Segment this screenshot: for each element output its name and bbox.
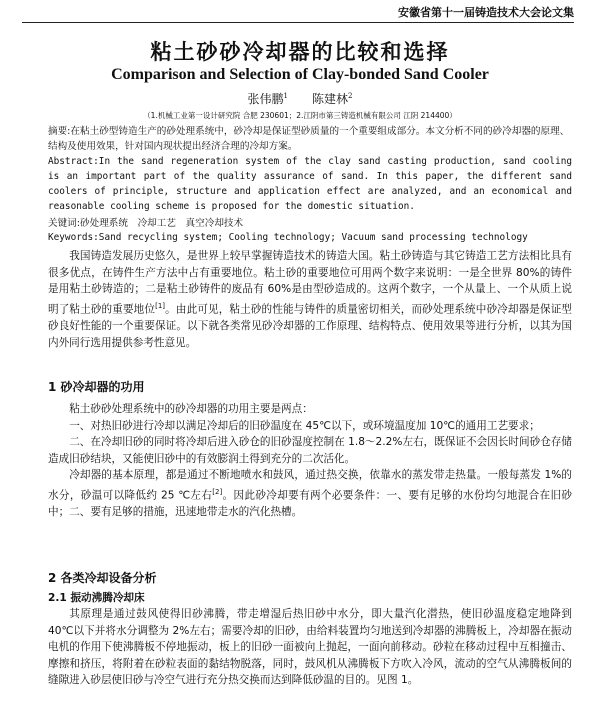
subsection-heading: 2.1 振动沸腾冷却床 (48, 592, 145, 604)
abstract-chinese: 摘要:在粘土砂型铸造生产的砂处理系统中，砂冷却是保证型砂质量的一个重要组成部分。本文分析不同的砂冷却器的原理、结构及使用效果，针对国内现状提出经济合理的冷却方案。 (48, 126, 570, 152)
author-affiliation-mark: 2 (348, 92, 353, 100)
keywords-english: Keywords:Sand recycling system; Cooling technology; Vacuum sand processing technology (48, 232, 528, 243)
keywords-chinese: 关键词:砂处理系统 冷却工艺 真空冷却技术 (48, 218, 244, 229)
section-2-1-body (48, 606, 572, 689)
abstract-english: Abstract:In the sand regeneration system of the clay sand casting production, sand cooling is an important part of the quality assurance of sand. In this paper, the different sand coolers of principle, structure and application effect are analyzed, and an economical and reasonable cooling scheme is proposed for the domestic situation. (48, 156, 572, 212)
paragraph: 一、对热旧砂进行冷却以满足冷却后的旧砂温度在 45℃以下，或环境温度加 10℃的通用工艺要求； (69, 419, 540, 432)
author-name: 张伟鹏 (247, 92, 284, 106)
intro-paragraph (48, 248, 572, 351)
author-affiliation-mark: 1 (283, 92, 288, 100)
intro-text: 我国铸造发展历史悠久，是世界上较早掌握铸造技术的铸造大国。粘土砂铸造与其它铸造工艺方法相比具有很多优点，在铸件生产方法中占有重要地位。粘土砂的重要地位可用两个数字来说明：一是全世界 80%的铸件是用粘土砂铸造的；二是粘土砂铸件的废品有 60%是由型砂造成的。这两个数字，一个从量上、一个从质上说明了粘土砂的重要地位 (48, 250, 572, 316)
section-1-body (48, 401, 572, 521)
section-heading: 2 各类冷却设备分析 (48, 571, 157, 585)
paragraph-text: 。因此砂冷却要有两个必要条件：一、要有足够的水份均匀地混合在旧砂中；二、要有足够的措施，迅速地带走水的汽化热槽。 (48, 489, 572, 519)
author-name: 陈建林 (312, 92, 349, 106)
authors-line (0, 90, 600, 107)
introduction (48, 248, 572, 351)
running-header: 安徽省第十一届铸造技术大会论文集 (22, 4, 574, 23)
paragraph: 粘土砂砂处理系统中的砂冷却器的功用主要是两点： (69, 403, 313, 415)
title-chinese: 粘土砂砂冷却器的比较和选择 (150, 40, 450, 64)
affiliations: （1.机械工业第一设计研究院 合肥 230601；2.江阴市第三铸造机械有限公司 江阴 214400） (143, 111, 457, 120)
section-heading: 1 砂冷却器的功用 (48, 380, 145, 394)
intro-text: 。由此可见，粘土砂的性能与铸件的质量密切相关，而砂处理系统中砂冷却器是保证型砂良好性能的一个重要保证。以下就各类常见砂冷却器的工作原理、结构特点、使用效果等进行分析，以其为国内外同行选用提供参考性意见。 (48, 303, 573, 349)
citation: [1] (155, 301, 166, 310)
paragraph (48, 467, 572, 520)
citation: [2] (212, 487, 223, 496)
paragraph-text: 冷却器的基本原理，都是通过不断地喷水和鼓风，通过热交换，依靠水的蒸发带走热量。一般每蒸发 1%的水分，砂温可以降低约 25 ℃左右 (48, 469, 572, 502)
title-english: Comparison and Selection of Clay-bonded Sand Cooler (111, 66, 489, 83)
paragraph: 二、在冷却旧砂的同时将冷却后进入砂仓的旧砂湿度控制在 1.8～2.2%左右，既保证不会因长时间砂仓存储造成旧砂结块，又能使旧砂中的有效膨润土得到充分的二次活化。 (48, 436, 572, 465)
paragraph: 其原理是通过鼓风使得旧砂沸腾，带走增湿后热旧砂中水分，即大量汽化潜热，使旧砂温度稳定地降到 40℃以下并将水分调整为 2%左右；需要冷却的旧砂，由给料装置均匀地送到冷却器的沸腾板上，冷却器在振动电机的作用下使沸腾板不停地振动，板上的旧砂一面被向上抛起，一面向前移动。砂粒在移动过程中互相撞击、摩擦和挤压，将附着在砂粒表面的黏结物脱落，同时，鼓风机从沸腾板下方吹入冷风，流动的空气从沸腾板间的缝隙进入砂层使旧砂与冷空气进行充分热交换而达到降低砂温的目的。见图 1。 (48, 608, 572, 687)
